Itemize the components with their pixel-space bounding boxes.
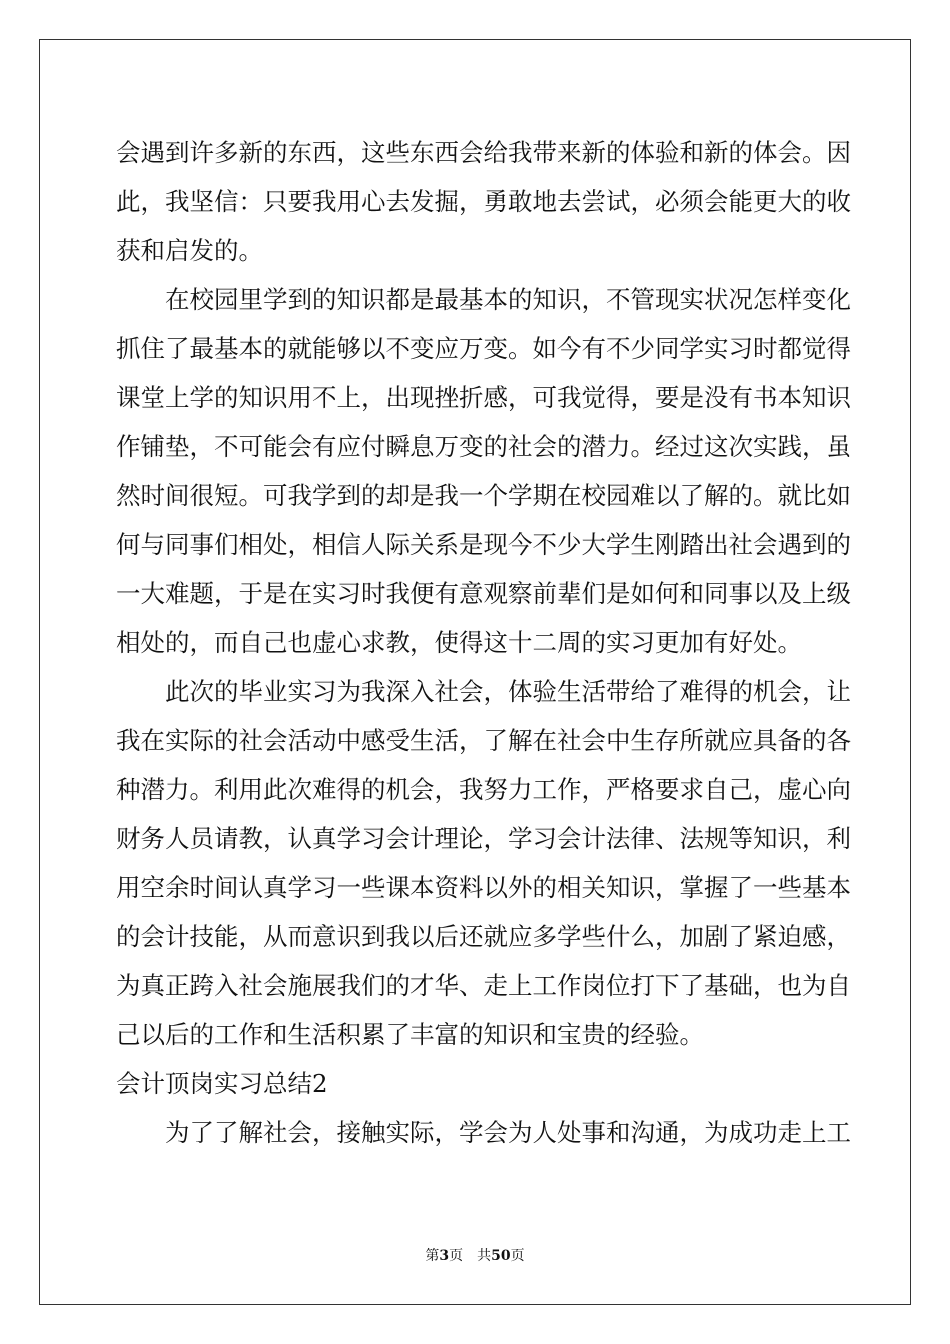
text-line: 然时间很短。可我学到的却是我一个学期在校园难以了解的。就比如: [116, 481, 851, 510]
text-line: 课堂上学的知识用不上，出现挫折感，可我觉得，要是没有书本知识: [116, 383, 851, 412]
text-line: 为了了解社会，接触实际，学会为人处事和沟通，为成功走上工: [165, 1118, 851, 1147]
footer-prefix: 第: [425, 1248, 440, 1264]
text-line: 此次的毕业实习为我深入社会，体验生活带给了难得的机会，让: [165, 677, 851, 706]
text-line: 会计顶岗实习总结2: [116, 1069, 328, 1098]
text-line: 种潜力。利用此次难得的机会，我努力工作，严格要求自己，虚心向: [116, 775, 851, 804]
document-body: [116, 128, 851, 1157]
text-line: 用空余时间认真学习一些课本资料以外的相关知识，掌握了一些基本: [116, 873, 851, 902]
footer-suffix: 页: [510, 1248, 525, 1264]
text-line: 为真正跨入社会施展我们的才华、走上工作岗位打下了基础，也为自: [116, 971, 851, 1000]
text-line: 一大难题，于是在实习时我便有意观察前辈们是如何和同事以及上级: [116, 579, 851, 608]
text-line: 作铺垫，不可能会有应付瞬息万变的社会的潜力。经过这次实践，虽: [116, 432, 851, 461]
text-line: 的会计技能，从而意识到我以后还就应多学些什么，加剧了紧迫感，: [116, 922, 851, 951]
text-line: 获和启发的。: [116, 236, 263, 265]
text-line: 在校园里学到的知识都是最基本的知识，不管现实状况怎样变化: [165, 285, 851, 314]
current-page-number: 3: [439, 1248, 450, 1264]
text-line: 此，我坚信：只要我用心去发掘，勇敢地去尝试，必须会能更大的收: [116, 187, 851, 216]
text-line: 我在实际的社会活动中感受生活，了解在社会中生存所就应具备的各: [116, 726, 851, 755]
text-line: 己以后的工作和生活积累了丰富的知识和宝贵的经验。: [116, 1020, 704, 1049]
text-line: 相处的，而自己也虚心求教，使得这十二周的实习更加有好处。: [116, 628, 802, 657]
page-footer: [0, 1246, 950, 1266]
text-line: 何与同事们相处，相信人际关系是现今不少大学生刚踏出社会遇到的: [116, 530, 851, 559]
text-line: 抓住了最基本的就能够以不变应万变。如今有不少同学实习时都觉得: [116, 334, 851, 363]
text-line: 会遇到许多新的东西，这些东西会给我带来新的体验和新的体会。因: [116, 138, 851, 167]
text-line: 财务人员请教，认真学习会计理论，学习会计法律、法规等知识，利: [116, 824, 851, 853]
total-page-count: 50: [491, 1248, 511, 1264]
footer-middle: 页 共: [449, 1248, 492, 1264]
